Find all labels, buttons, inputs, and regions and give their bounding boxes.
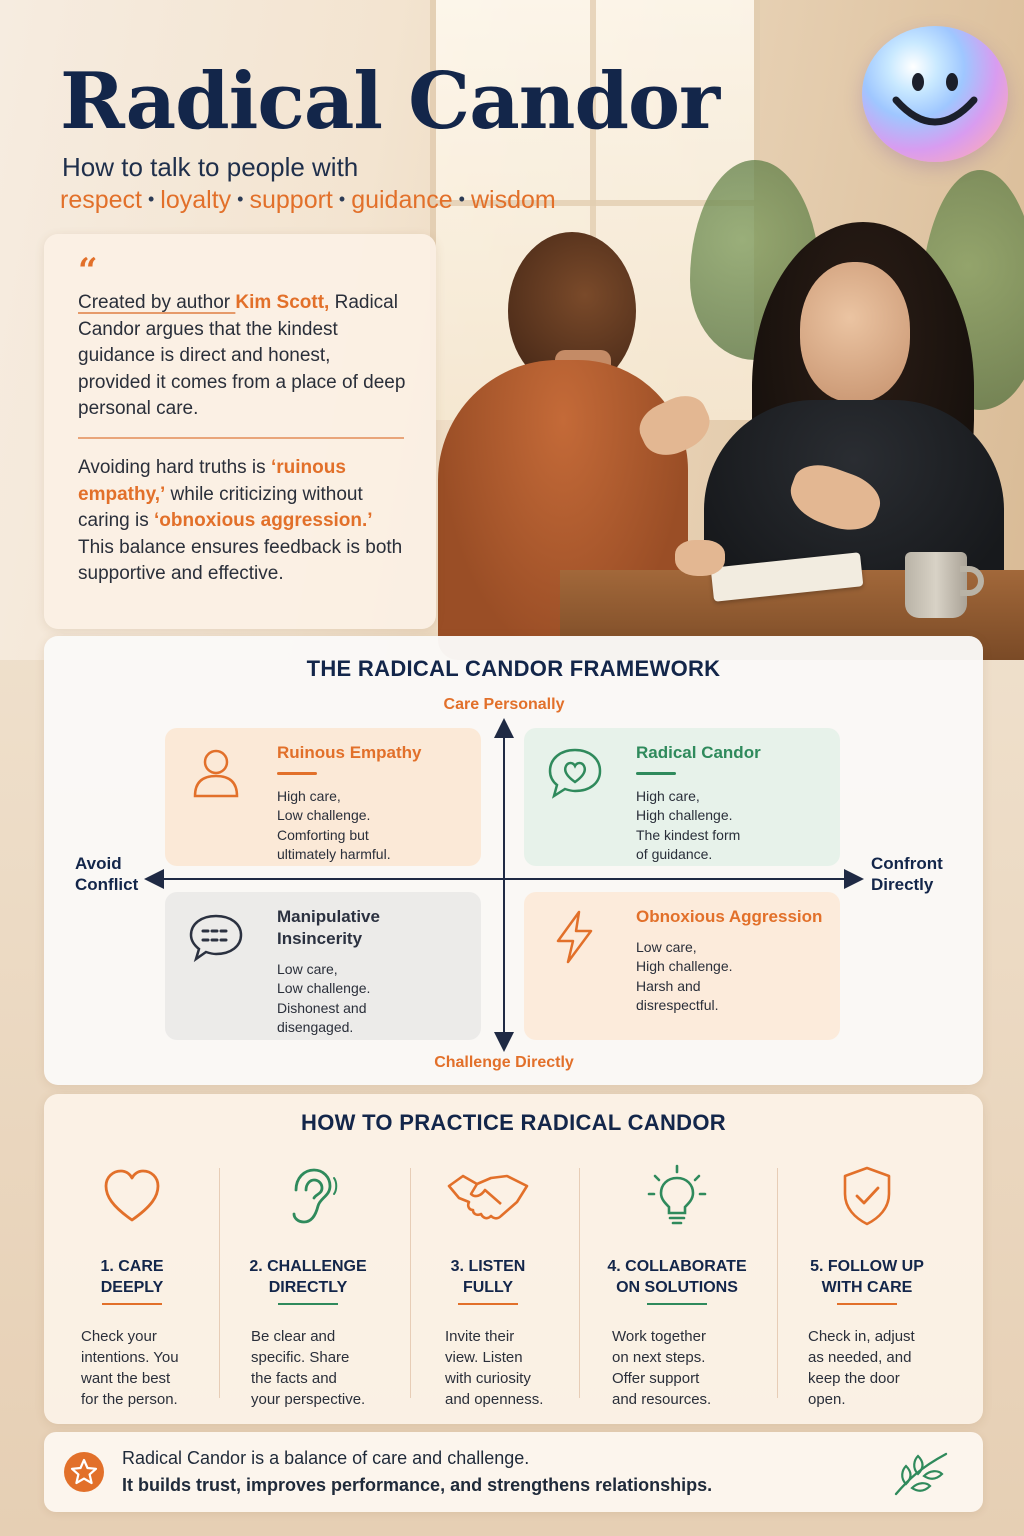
leaf-icon [890,1448,952,1498]
practice-step-2: 2. CHALLENGE DIRECTLY Be clear and specific. Share the facts and your perspective. [220,1164,396,1404]
value-item: wisdom [470,186,556,214]
axis-label-bottom: Challenge Directly [434,1054,574,1071]
value-item: guidance [351,186,453,214]
quote-icon: “ [78,251,98,291]
quadrant-manipulative-insincerity: Manipulative Insincerity Low care, Low challenge. Dishonest and disengaged. [165,892,481,1040]
framework-title: THE RADICAL CANDOR FRAMEWORK [306,656,721,681]
shield-check-icon [835,1164,899,1228]
practice-step-5: 5. FOLLOW UP WITH CARE Check in, adjust as needed, and keep the door open. [779,1164,955,1404]
quadrant-obnoxious-aggression: Obnoxious Aggression Low care, High challenge. Harsh and disrespectful. [524,892,840,1040]
intro-card [44,234,436,629]
mug [905,552,967,618]
ear-icon [276,1164,340,1228]
heart-speech-icon [546,744,604,802]
footer-line-1: Radical Candor is a balance of care and challenge. [122,1448,530,1468]
axis-label-right: Confront Directly [871,854,943,894]
term-obnoxious-aggression: ‘obnoxious aggression.’ [154,510,373,532]
divider [78,437,404,439]
values-list: respect • loyalty • support • guidance • wisdom [60,186,556,214]
practice-card [44,1094,983,1424]
footer-line-2: It builds trust, improves performance, and strengthens relationships. [122,1475,713,1495]
heart-icon [100,1164,164,1228]
quadrant-radical-candor: Radical Candor High care, High challenge. The kindest form of guidance. [524,728,840,866]
star-icon [64,1452,104,1492]
practice-step-1: 1. CARE DEEPLY Check your intentions. You want the best for the person. [44,1164,220,1404]
intro-paragraph-1: Created by author Kim Scott, Radical Candor argues that the kindest guidance is direct and honest, provided it comes from a place of deep personal care. [78,292,406,420]
framework-card [44,636,983,1085]
lightbulb-icon [645,1164,709,1228]
author-name: Kim Scott, [235,292,330,313]
footer-banner [44,1432,983,1512]
lightning-icon [546,908,604,966]
intro-paragraph-2: Avoiding hard truths is ‘ruinous empathy,’ while criticizing without caring is ‘obnoxious aggression.’ This balance ensures feedback is both supportive and effective. [78,456,403,585]
value-item: support [249,186,333,214]
page-title: Radical Candor [60,56,720,147]
term-ruinous-empathy: ‘ruinous empathy,’ [78,456,346,505]
quadrant-ruinous-empathy: Ruinous Empathy High care, Low challenge. Comforting but ultimately harmful. [165,728,481,866]
person-icon [187,744,245,802]
speech-bubble-icon [187,908,245,966]
axis-label-left: Avoid Conflict [75,854,139,894]
value-item: loyalty [160,186,232,214]
page-subtitle: How to talk to people with [62,152,359,182]
axis-label-top: Care Personally [443,696,565,713]
practice-title: HOW TO PRACTICE RADICAL CANDOR [301,1110,726,1135]
practice-step-3: 3. LISTEN FULLY Invite their view. Listen with curiosity and openness. [400,1164,576,1404]
practice-step-4: 4. COLLABORATE ON SOLUTIONS Work together on next steps. Offer support and resources. [589,1164,765,1404]
smiley-face-icon [862,26,1008,162]
value-item: respect [60,186,142,214]
handshake-icon [445,1164,531,1228]
